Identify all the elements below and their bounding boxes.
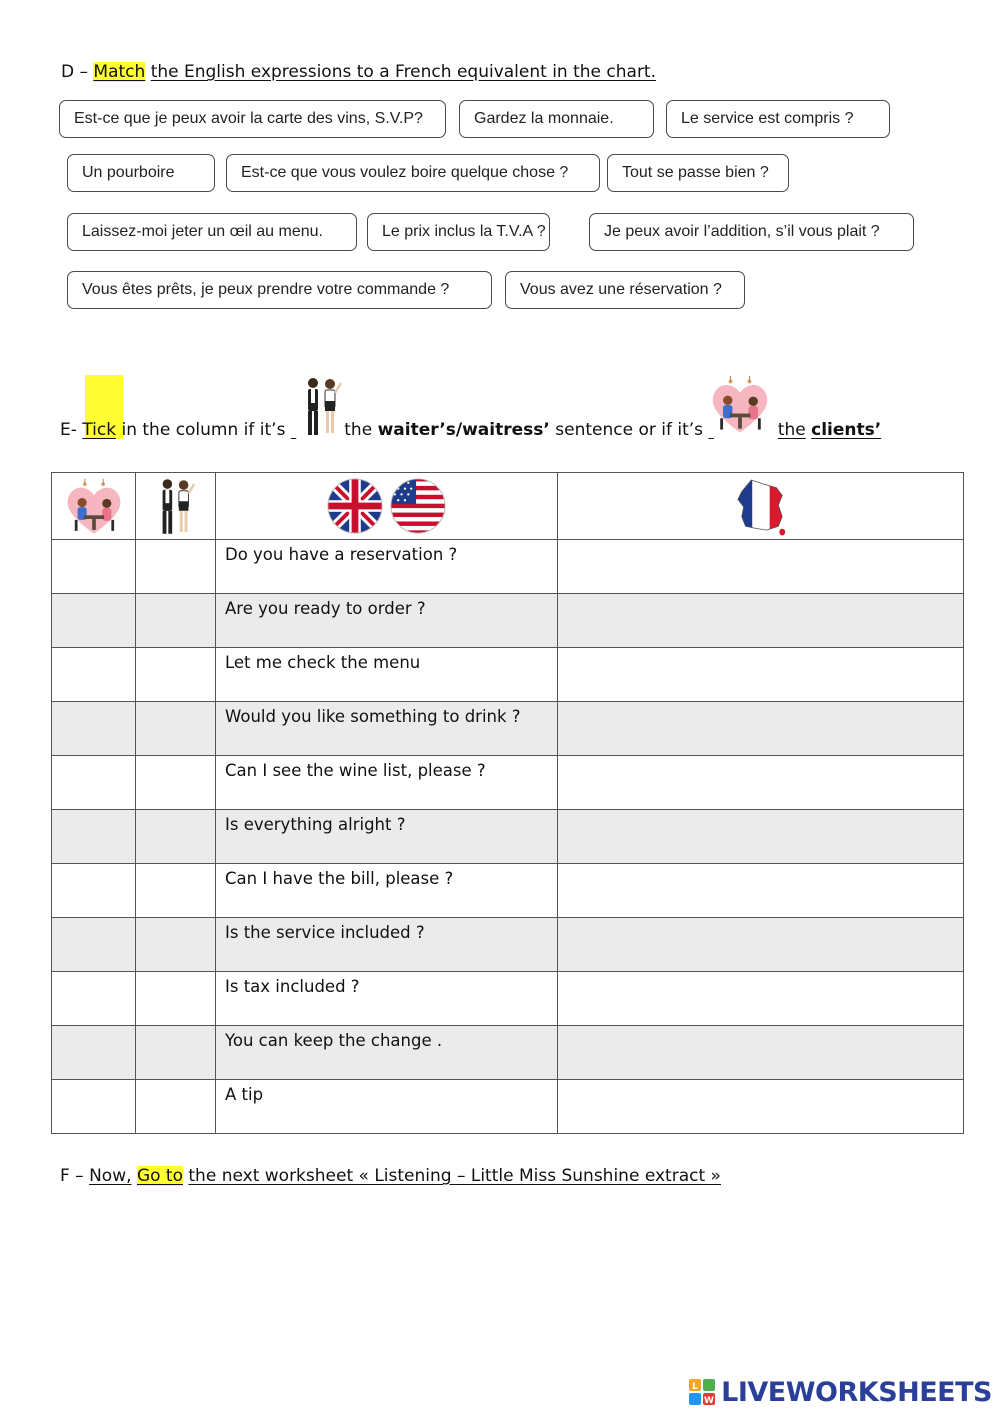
clients-tick-cell[interactable] xyxy=(52,918,136,972)
section-f-letter: F – xyxy=(60,1166,84,1186)
clients-table-icon xyxy=(62,478,126,538)
chip-wine-list[interactable]: Est-ce que je peux avoir la carte des vins, S.V.P? xyxy=(59,100,446,138)
liveworksheets-logo[interactable] xyxy=(689,1377,992,1407)
waiters-tick-cell[interactable] xyxy=(136,918,216,972)
french-answer-cell[interactable] xyxy=(558,702,964,756)
waiters-tick-cell[interactable] xyxy=(136,810,216,864)
section-d-letter: D – xyxy=(61,62,88,82)
french-answer-cell[interactable] xyxy=(558,864,964,918)
chip-check-menu[interactable]: Laissez-moi jeter un œil au menu. xyxy=(67,213,357,251)
waiters-tick-cell[interactable] xyxy=(136,756,216,810)
english-sentence: Is everything alright ? xyxy=(216,810,558,864)
waiters-tick-cell[interactable] xyxy=(136,1026,216,1080)
clients-icon-gap xyxy=(708,420,772,440)
section-e-part3: sentence or if it’s xyxy=(555,420,704,440)
english-sentence: You can keep the change . xyxy=(216,1026,558,1080)
waiters-tick-cell[interactable] xyxy=(136,540,216,594)
french-answer-cell[interactable] xyxy=(558,594,964,648)
section-f-highlight: Go to xyxy=(136,1166,183,1186)
chip-keep-change[interactable]: Gardez la monnaie. xyxy=(459,100,654,138)
english-sentence: Can I have the bill, please ? xyxy=(216,864,558,918)
english-sentence: A tip xyxy=(216,1080,558,1134)
clients-tick-cell[interactable] xyxy=(52,810,136,864)
english-sentence: Is the service included ? xyxy=(216,918,558,972)
us-flag-icon xyxy=(389,477,447,535)
table-row xyxy=(52,864,964,918)
french-answer-cell[interactable] xyxy=(558,1080,964,1134)
table-row xyxy=(52,756,964,810)
french-expression-bank xyxy=(0,0,1000,330)
uk-flag-icon xyxy=(326,477,384,535)
french-answer-cell[interactable] xyxy=(558,756,964,810)
clients-tick-cell[interactable] xyxy=(52,648,136,702)
liveworksheets-logo-icon xyxy=(689,1379,715,1405)
chip-bill[interactable]: Je peux avoir l’addition, s’il vous plait ? xyxy=(589,213,914,251)
chip-ready-to-order[interactable]: Vous êtes prêts, je peux prendre votre commande ? xyxy=(67,271,492,309)
table-row xyxy=(52,540,964,594)
section-f-instruction: the next worksheet « Listening – Little Miss Sunshine extract » xyxy=(188,1166,721,1186)
chip-something-to-drink[interactable]: Est-ce que vous voulez boire quelque chose ? xyxy=(226,154,600,192)
section-d-highlight: Match xyxy=(93,62,146,82)
section-e-letter: E- xyxy=(60,420,77,440)
clients-column-header xyxy=(52,473,136,540)
french-answer-cell[interactable] xyxy=(558,540,964,594)
section-e-heading xyxy=(60,375,960,443)
table-row xyxy=(52,648,964,702)
french-answer-cell[interactable] xyxy=(558,918,964,972)
clients-tick-cell[interactable] xyxy=(52,864,136,918)
chip-service-included[interactable]: Le service est compris ? xyxy=(666,100,890,138)
section-e-part1: in the column if it’s xyxy=(121,420,286,440)
section-f-now: Now, xyxy=(89,1166,132,1186)
section-e-waiters-label: waiter’s/waitress’ xyxy=(377,420,550,440)
section-e-part2: the xyxy=(344,420,373,440)
clients-tick-cell[interactable] xyxy=(52,540,136,594)
chip-reservation[interactable]: Vous avez une réservation ? xyxy=(505,271,745,309)
section-d-instruction: the English expressions to a French equivalent in the chart. xyxy=(150,62,656,82)
table-header-row xyxy=(52,473,964,540)
english-sentence: Are you ready to order ? xyxy=(216,594,558,648)
clients-tick-cell[interactable] xyxy=(52,1026,136,1080)
waiters-column-header xyxy=(136,473,216,540)
section-f-heading xyxy=(60,1166,721,1186)
france-map-icon xyxy=(734,477,788,537)
french-answer-cell[interactable] xyxy=(558,810,964,864)
english-sentence: Do you have a reservation ? xyxy=(216,540,558,594)
section-e-highlight: Tick xyxy=(82,420,117,440)
english-sentence: Can I see the wine list, please ? xyxy=(216,756,558,810)
clients-tick-cell[interactable] xyxy=(52,1080,136,1134)
waiters-tick-cell[interactable] xyxy=(136,1080,216,1134)
english-column-header xyxy=(216,473,558,540)
waiters-tick-cell[interactable] xyxy=(136,702,216,756)
chip-tip[interactable]: Un pourboire xyxy=(67,154,215,192)
french-column-header xyxy=(558,473,964,540)
waiters-tick-cell[interactable] xyxy=(136,594,216,648)
liveworksheets-wordmark: LIVEWORKSHEETS xyxy=(721,1376,992,1408)
french-answer-cell[interactable] xyxy=(558,648,964,702)
table-row xyxy=(52,972,964,1026)
tick-chart-table xyxy=(51,472,964,1134)
table-row xyxy=(52,1026,964,1080)
logo-letter-l: L xyxy=(692,1382,699,1392)
table-row xyxy=(52,918,964,972)
logo-letter-w: W xyxy=(704,1396,715,1405)
clients-tick-cell[interactable] xyxy=(52,702,136,756)
section-e-clients-label: clients’ xyxy=(811,420,882,440)
english-sentence: Would you like something to drink ? xyxy=(216,702,558,756)
chip-everything-alright[interactable]: Tout se passe bien ? xyxy=(607,154,789,192)
table-row xyxy=(52,594,964,648)
waiters-tick-cell[interactable] xyxy=(136,864,216,918)
waiters-icon-gap xyxy=(291,420,339,440)
section-e-instruction xyxy=(60,420,881,440)
table-row xyxy=(52,1080,964,1134)
chip-tax-included[interactable]: Le prix inclus la T.V.A ? xyxy=(367,213,550,251)
french-answer-cell[interactable] xyxy=(558,1026,964,1080)
clients-tick-cell[interactable] xyxy=(52,594,136,648)
clients-tick-cell[interactable] xyxy=(52,972,136,1026)
table-row xyxy=(52,702,964,756)
french-answer-cell[interactable] xyxy=(558,972,964,1026)
waiters-tick-cell[interactable] xyxy=(136,972,216,1026)
table-row xyxy=(52,810,964,864)
english-sentence: Let me check the menu xyxy=(216,648,558,702)
clients-tick-cell[interactable] xyxy=(52,756,136,810)
english-sentence: Is tax included ? xyxy=(216,972,558,1026)
section-e-part4: the xyxy=(777,420,806,440)
waiters-icon xyxy=(154,476,198,538)
waiters-tick-cell[interactable] xyxy=(136,648,216,702)
